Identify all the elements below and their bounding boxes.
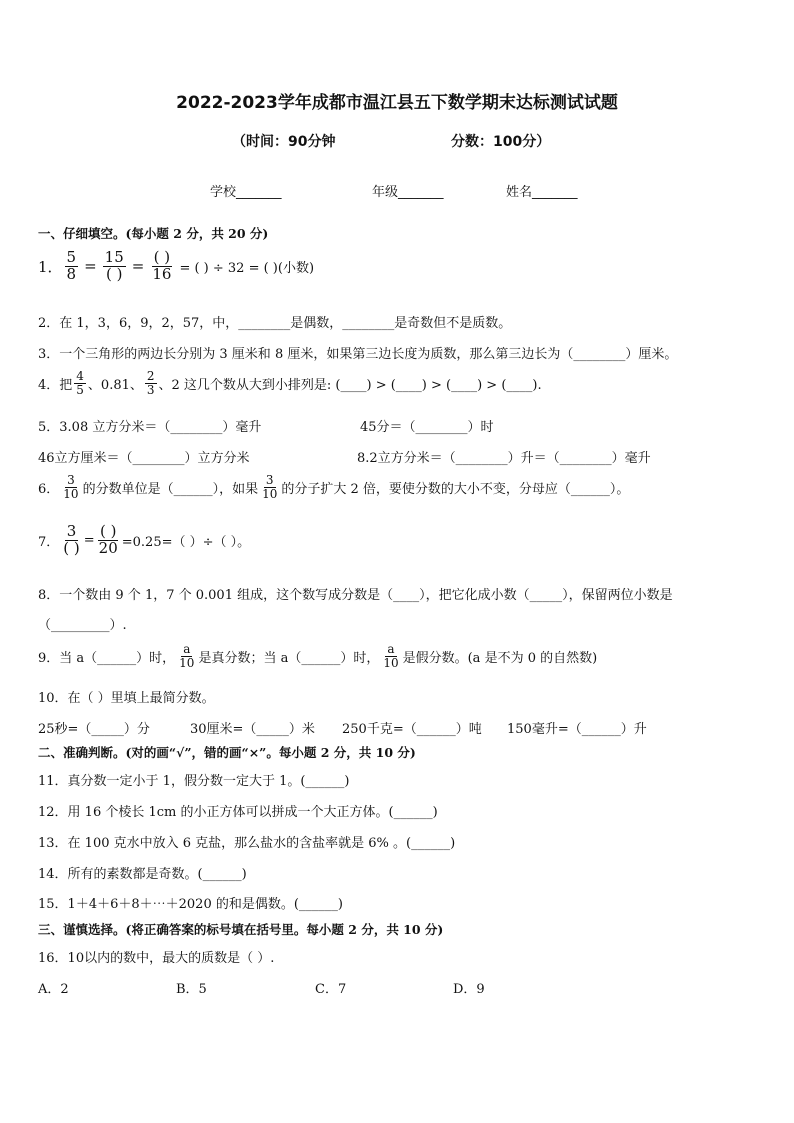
question-16: 16．10以内的数中，最大的质数是（ ）. [38,951,275,966]
fraction: $\frac{( )}{16}$ [152,248,172,283]
name-field: 姓名_______ [506,185,578,200]
section-heading-choice: 三、谨慎选择。(将正确答案的标号填在括号里。每小题 2 分，共 10 分) [38,922,444,937]
option-c: C．7 [315,982,347,997]
question-11: 11．真分数一定小于 1，假分数一定大于 1。(______) [38,774,350,789]
question-5c: 46立方厘米＝（________）立方分米 [38,451,250,466]
exam-score: 分数：100分） [451,134,551,150]
question-9: 9．当 a（______）时， $\frac{a}{10}$ 是真分数；当 a（______）时， $\frac{a}{10}$ 是假分数。(a 是不为 0 的自然数) [38,642,598,670]
option-d: D．9 [453,982,485,997]
question-15: 15．1＋4＋6＋8＋⋯＋2020 的和是偶数。(______) [38,897,343,912]
question-5d: 8.2立方分米＝（________）升＝（________）毫升 [357,451,651,466]
fraction: $\frac{a}{10}$ [383,642,399,670]
option-b: B．5 [176,982,207,997]
question-2: 2．在 1，3，6，9，2，57，中，________是偶数，________是奇数但不是质数。 [38,316,512,331]
page-title: 2022-2023学年成都市温江县五下数学期末达标测试试题 [176,93,618,113]
question-10a: 25秒=（_____）分 [38,722,150,737]
question-13: 13．在 100 克水中放入 6 克盐，那么盐水的含盐率就是 6% 。(______) [38,836,456,851]
section-heading-fill: 一、仔细填空。(每小题 2 分，共 20 分) [38,226,269,241]
question-3: 3．一个三角形的两边长分别为 3 厘米和 8 厘米，如果第三边长度为质数，那么第三边长为（________）厘米。 [38,347,678,362]
question-5b: 45分＝（________）时 [360,420,494,435]
exam-time: （时间：90分钟 [232,134,336,150]
question-6: 6． $\frac{3}{10}$ 的分数单位是（______），如果 $\frac{3}{10}$ 的分子扩大 2 倍，要使分数的大小不变，分母应（______）。 [38,473,630,501]
question-8: 8．一个数由 9 个 1，7 个 0.001 组成，这个数写成分数是（____），把它化成小数（_____），保留两位小数是 [38,588,673,603]
school-field: 学校_______ [210,185,282,200]
question-10c: 250千克=（______）吨 [342,722,482,737]
fraction: $\frac{3}{( )}$ [63,522,80,557]
question-10b: 30厘米=（_____）米 [190,722,315,737]
fraction: $\frac{5}{8}$ [66,248,77,283]
question-10d: 150毫升=（______）升 [507,722,647,737]
question-1: 1． $\frac{5}{8}$ = $\frac{15}{( )}$ = $\frac{( )}{16}$ = ( ) ÷ 32 = ( )(小数) [38,248,315,283]
question-10: 10．在（ ）里填上最简分数。 [38,691,215,706]
question-4: 4．把 $\frac{4}{5}$ 、0.81、 $\frac{2}{3}$ 、2 这几个数从大到小排列是: (____) > (____) > (____) > (____). [38,369,542,397]
question-12: 12．用 16 个棱长 1cm 的小正方体可以拼成一个大正方体。(______) [38,805,438,820]
question-number: 1． [38,257,63,276]
fraction: $\frac{2}{3}$ [146,369,155,397]
question-14: 14．所有的素数都是奇数。(______) [38,867,247,882]
fraction: $\frac{3}{10}$ [262,473,278,501]
question-7: 7． $\frac{3}{( )}$ = $\frac{( )}{20}$ =0.25=（ ）÷（ ）。 [38,522,251,557]
section-heading-judge: 二、准确判断。(对的画“√”，错的画“×”。每小题 2 分，共 10 分) [38,745,416,760]
fraction: $\frac{a}{10}$ [179,642,195,670]
question-5a: 5．3.08 立方分米＝（________）毫升 [38,420,262,435]
grade-field: 年级_______ [372,185,444,200]
option-a: A．2 [38,982,69,997]
fraction: $\frac{4}{5}$ [76,369,84,397]
fraction: $\frac{3}{10}$ [63,473,79,501]
fraction: $\frac{15}{( )}$ [104,248,124,283]
question-8-continued: （_________）. [38,618,127,633]
fraction: $\frac{( )}{20}$ [98,522,118,557]
